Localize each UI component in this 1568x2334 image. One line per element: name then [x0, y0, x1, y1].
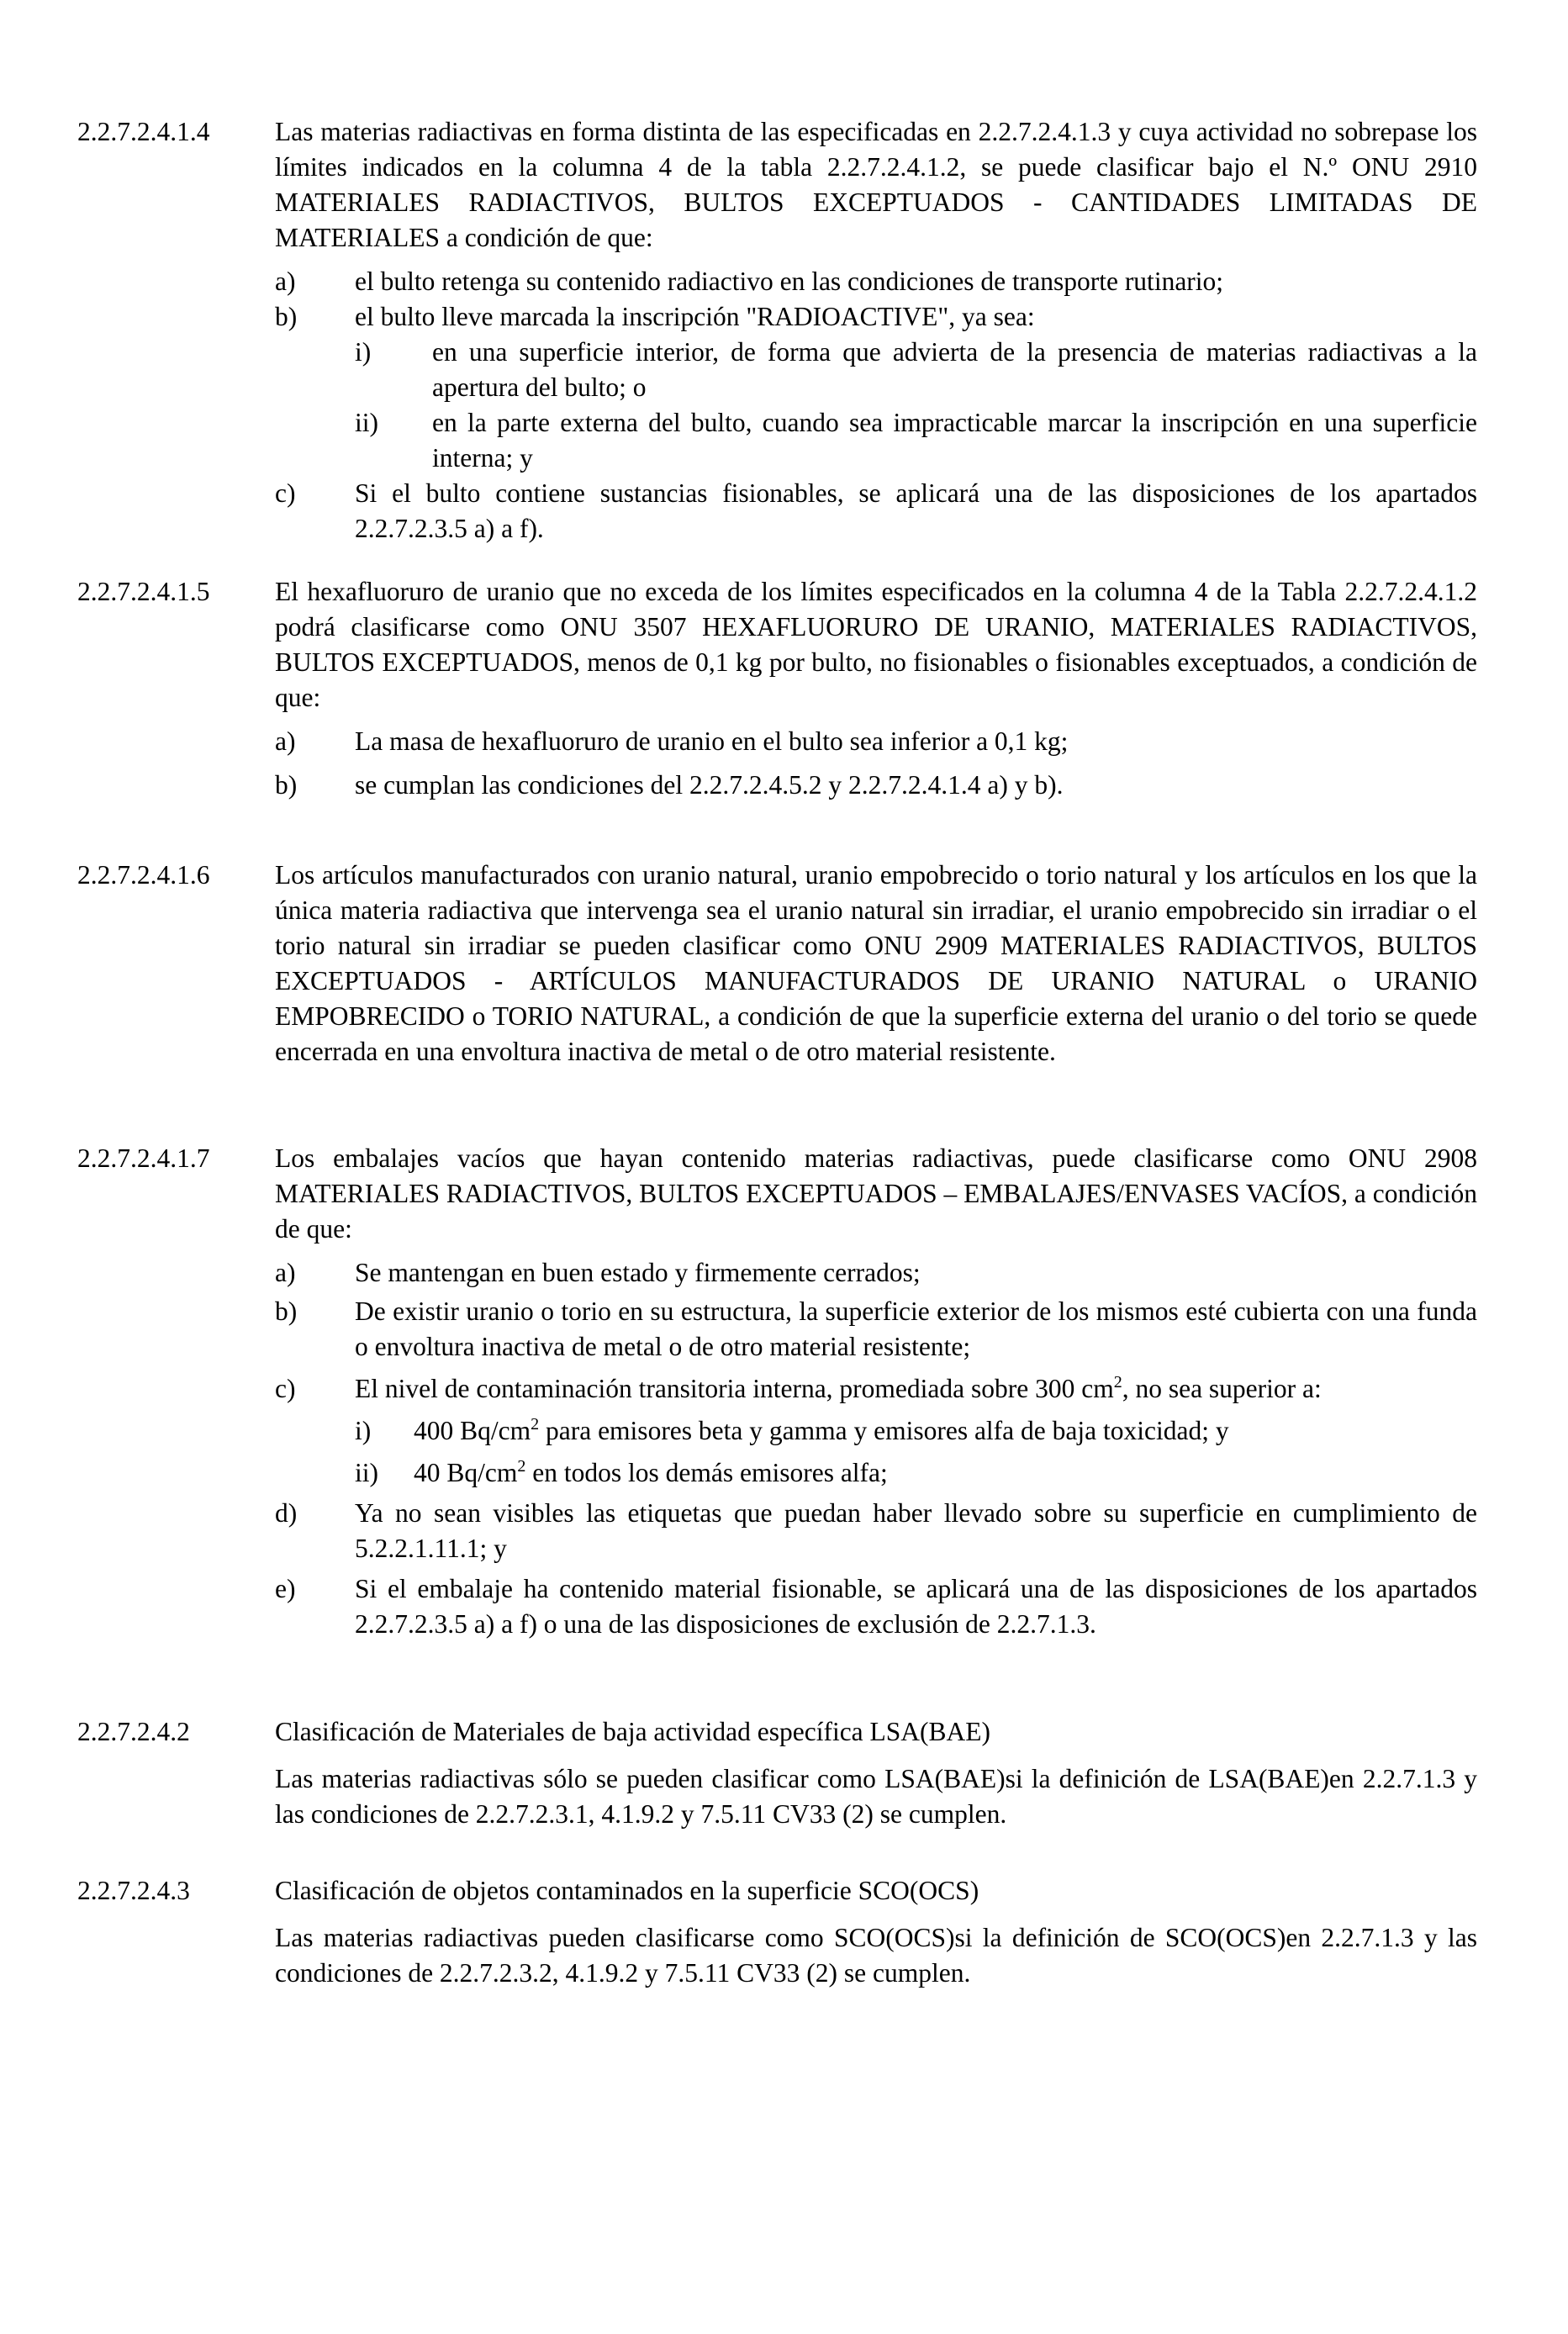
section-heading: Clasificación de Materiales de baja actividad específica LSA(BAE) — [275, 1717, 991, 1746]
list-item — [275, 1496, 1477, 1566]
section-paragraph: El hexafluoruro de uranio que no exceda de los límites especificados en la columna 4 de la Tabla 2.2.7.2.4.1.2 podrá clasificarse como ONU 3507 HEXAFLUORURO DE URANIO, MATERIALES RADIACTIVOS, BULTOS EXCEPTUADOS, menos de 0,1 kg por bulto, no fisionables o fisionables exceptuados, a condición de que: — [275, 577, 1477, 712]
sub-list-item — [355, 1455, 1477, 1491]
section-number: 2.2.7.2.4.1.6 — [77, 860, 210, 890]
sub-list-item — [355, 335, 1477, 405]
section-paragraph: Las materias radiactivas pueden clasificarse como SCO(OCS)si la definición de SCO(OCS)en 2.2.7.1.3 y las condiciones de 2.2.7.2.3.2, 4.1.9.2 y 7.5.11 CV33 (2) se cumplen. — [275, 1923, 1477, 1988]
item-label: d) — [275, 1498, 298, 1528]
item-text: Si el bulto contiene sustancias fisionables, se aplicará una de las disposiciones de los apartados 2.2.7.2.3.5 a) a f). — [355, 478, 1477, 543]
section-2-2-7-2-4-3 — [77, 1873, 1477, 1991]
list-item — [275, 1571, 1477, 1642]
sub-list-item — [355, 1413, 1477, 1449]
item-label: a) — [275, 726, 296, 756]
sub-item-label: ii) — [355, 1458, 378, 1487]
section-number: 2.2.7.2.4.3 — [77, 1876, 190, 1905]
item-text: el bulto lleve marcada la inscripción "RADIOACTIVE", ya sea: — [355, 302, 1035, 331]
item-label: e) — [275, 1574, 296, 1603]
list-item — [275, 264, 1477, 299]
item-text: De existir uranio o torio en su estructura, la superficie exterior de los mismos esté cubierta con una funda o envoltura inactiva de metal o de otro material resistente; — [355, 1296, 1477, 1361]
section-2-2-7-2-4-1-7 — [77, 1141, 1477, 1642]
section-paragraph: Las materias radiactivas sólo se pueden clasificar como LSA(BAE)si la definición de LSA(BAE)en 2.2.7.1.3 y las condiciones de 2.2.7.2.3.1, 4.1.9.2 y 7.5.11 CV33 (2) se cumplen. — [275, 1764, 1477, 1829]
sub-item-text: en una superficie interior, de forma que advierta de la presencia de materias radiactivas a la apertura del bulto; o — [432, 337, 1477, 402]
item-text: Si el embalaje ha contenido material fisionable, se aplicará una de las disposiciones de los apartados 2.2.7.2.3.5 a) a f) o una de las disposiciones de exclusión de 2.2.7.1.3. — [355, 1574, 1477, 1639]
item-text: Se mantengan en buen estado y firmemente cerrados; — [355, 1258, 921, 1287]
sub-item-label: i) — [355, 1416, 372, 1445]
section-2-2-7-2-4-1-4 — [77, 114, 1477, 547]
sub-item-text: en la parte externa del bulto, cuando sea impracticable marcar la inscripción en una superficie interna; y — [432, 408, 1477, 473]
list-item — [275, 1255, 1477, 1291]
section-number: 2.2.7.2.4.1.4 — [77, 117, 210, 146]
list-item — [275, 768, 1477, 803]
section-paragraph: Los embalajes vacíos que hayan contenido materias radiactivas, puede clasificarse como ONU 2908 MATERIALES RADIACTIVOS, BULTOS EXCEPTUADOS – EMBALAJES/ENVASES VACÍOS, a condición de que: — [275, 1143, 1477, 1244]
item-label: b) — [275, 302, 298, 331]
item-text: El nivel de contaminación transitoria interna, promediada sobre 300 $cm^2$, no sea superior a: — [355, 1373, 1322, 1403]
item-text: el bulto retenga su contenido radiactivo en las condiciones de transporte rutinario; — [355, 267, 1224, 296]
section-number: 2.2.7.2.4.2 — [77, 1717, 190, 1746]
item-label: c) — [275, 478, 296, 508]
section-paragraph: Los artículos manufacturados con uranio natural, uranio empobrecido o torio natural y los artículos en los que la única materia radiactiva que intervenga sea el uranio natural sin irradiar, el uranio empobrecido sin irradiar o el torio natural sin irradiar se pueden clasificar como ONU 2909 MATERIALES RADIACTIVOS, BULTOS EXCEPTUADOS - ARTÍCULOS MANUFACTURADOS DE URANIO NATURAL o URANIO EMPOBRECIDO o TORIO NATURAL, a condición de que la superficie externa del uranio o del torio se quede encerrada en una envoltura inactiva de metal o de otro material resistente. — [275, 860, 1477, 1066]
sub-item-text: 40 $Bq/cm^2$ en todos los demás emisores alfa; — [414, 1457, 888, 1487]
item-label: a) — [275, 267, 296, 296]
item-text: se cumplan las condiciones del 2.2.7.2.4.5.2 y 2.2.7.2.4.1.4 a) y b). — [355, 770, 1064, 800]
section-heading: Clasificación de objetos contaminados en la superficie SCO(OCS) — [275, 1876, 979, 1905]
section-2-2-7-2-4-1-5 — [77, 574, 1477, 803]
sub-item-label: ii) — [355, 408, 378, 437]
section-2-2-7-2-4-1-6 — [77, 858, 1477, 1069]
sub-item-text: 400 $Bq/cm^2$ para emisores beta y gamma y emisores alfa de baja toxicidad; y — [414, 1415, 1229, 1445]
item-label: c) — [275, 1374, 296, 1403]
list-item — [275, 476, 1477, 547]
section-2-2-7-2-4-2 — [77, 1714, 1477, 1832]
section-number: 2.2.7.2.4.1.7 — [77, 1143, 210, 1173]
item-label: a) — [275, 1258, 296, 1287]
section-number: 2.2.7.2.4.1.5 — [77, 577, 210, 606]
list-item — [275, 1294, 1477, 1365]
item-text: La masa de hexafluoruro de uranio en el bulto sea inferior a 0,1 kg; — [355, 726, 1069, 756]
list-item — [275, 299, 1477, 335]
list-item — [275, 724, 1477, 759]
item-label: b) — [275, 770, 298, 800]
list-item — [275, 1371, 1477, 1407]
sub-item-label: i) — [355, 337, 372, 367]
sub-list-item — [355, 405, 1477, 476]
item-text: Ya no sean visibles las etiquetas que puedan haber llevado sobre su superficie en cumplimiento de 5.2.2.1.11.1; y — [355, 1498, 1477, 1563]
section-paragraph: Las materias radiactivas en forma distinta de las especificadas en 2.2.7.2.4.1.3 y cuya actividad no sobrepase los límites indicados en la columna 4 de la tabla 2.2.7.2.4.1.2, se puede clasificar bajo el N.º ONU 2910 MATERIALES RADIACTIVOS, BULTOS EXCEPTUADOS - CANTIDADES LIMITADAS DE MATERIALES a condición de que: — [275, 117, 1477, 252]
item-label: b) — [275, 1296, 298, 1326]
